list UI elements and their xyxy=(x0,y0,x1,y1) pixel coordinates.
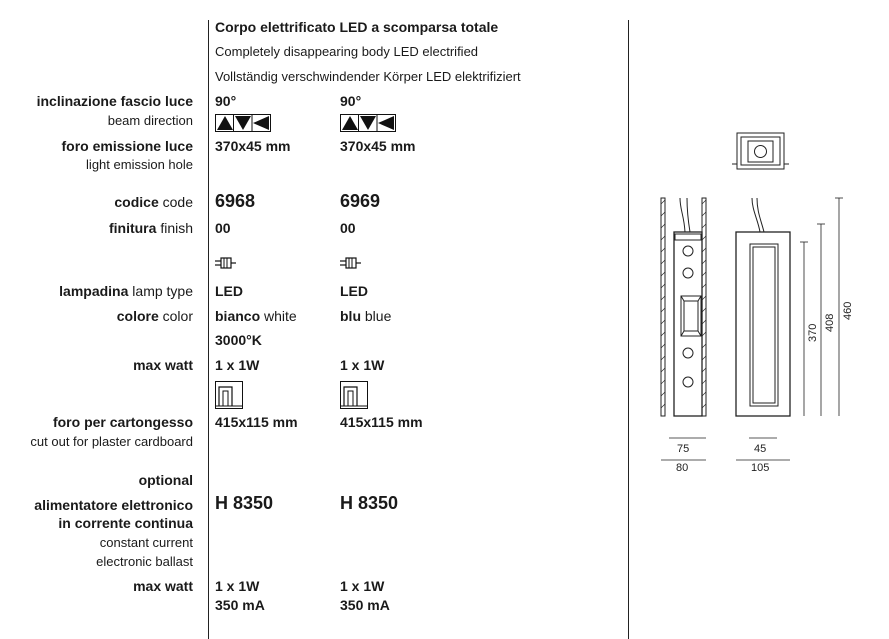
color-value-1 xyxy=(215,308,297,324)
dim-370: 370 xyxy=(807,323,819,342)
label-color xyxy=(117,308,193,324)
label-beam-it: inclinazione fascio luce xyxy=(36,93,193,109)
label-ballast-en-1: constant current xyxy=(99,535,193,550)
finish-value-2: 00 xyxy=(340,220,356,236)
top-view xyxy=(732,133,789,169)
lamp-connector-icon xyxy=(215,256,237,270)
label-beam-en: beam direction xyxy=(107,113,193,128)
beam-direction-icon xyxy=(340,114,396,132)
title-italian: Corpo elettrificato LED a scomparsa totale xyxy=(215,19,499,35)
label-lamp-en: lamp type xyxy=(132,283,193,299)
lamp-value-2: LED xyxy=(340,283,368,299)
code-value-1: 6968 xyxy=(215,191,256,211)
label-cutout-it: foro per cartongesso xyxy=(52,414,193,430)
label-optional: optional xyxy=(138,472,193,488)
ballast-current-value-2: 350 mA xyxy=(340,597,390,613)
dim-408: 408 xyxy=(824,313,836,332)
plaster-cutout-icon xyxy=(215,381,243,409)
label-code-en: code xyxy=(162,194,193,210)
ballast-value-1: H 8350 xyxy=(215,493,274,513)
finish-value-1: 00 xyxy=(215,220,231,236)
separator-left xyxy=(208,20,209,639)
technical-drawing xyxy=(640,120,880,480)
side-view xyxy=(661,198,706,416)
beam-direction-icon xyxy=(215,114,271,132)
label-color-it: colore xyxy=(116,308,159,324)
label-ballast-maxwatt: max watt xyxy=(133,578,193,594)
color-it-1: bianco xyxy=(215,308,261,324)
separator-right xyxy=(628,20,629,639)
plaster-cutout-icon xyxy=(340,381,368,409)
cutout-value-1: 415x115 mm xyxy=(215,414,298,430)
label-finish-en: finish xyxy=(160,220,193,236)
ballast-watt-value-1: 1 x 1W xyxy=(215,578,260,594)
watt-value-2: 1 x 1W xyxy=(340,357,385,373)
beam-value-2: 90° xyxy=(340,93,362,109)
watt-value-1: 1 x 1W xyxy=(215,357,260,373)
dim-80: 80 xyxy=(676,462,689,474)
emission-value-1: 370x45 mm xyxy=(215,138,291,154)
temperature-value-1: 3000°K xyxy=(215,332,262,348)
front-view xyxy=(736,198,790,416)
label-lamp-it: lampadina xyxy=(59,283,129,299)
label-color-en: color xyxy=(162,308,193,324)
emission-value-2: 370x45 mm xyxy=(340,138,416,154)
color-it-2: blu xyxy=(340,308,361,324)
dim-45: 45 xyxy=(754,443,767,455)
vertical-dimensions xyxy=(800,198,843,416)
lamp-connector-icon xyxy=(340,256,362,270)
color-en-1: white xyxy=(264,308,297,324)
label-code-it: codice xyxy=(114,194,159,210)
label-ballast-en-2: electronic ballast xyxy=(96,554,193,569)
label-finish-it: finitura xyxy=(108,220,157,236)
label-emission-en: light emission hole xyxy=(86,157,193,172)
ballast-watt-value-2: 1 x 1W xyxy=(340,578,385,594)
label-code xyxy=(114,194,193,210)
label-ballast-it-1: alimentatore elettronico xyxy=(34,497,193,513)
color-en-2: blue xyxy=(364,308,392,324)
dim-105: 105 xyxy=(751,462,770,474)
color-value-2 xyxy=(340,308,391,324)
label-finish xyxy=(109,220,193,236)
label-maxwatt: max watt xyxy=(133,357,193,373)
title-english: Completely disappearing body LED electrified xyxy=(215,44,479,59)
code-value-2: 6969 xyxy=(340,191,381,211)
beam-value-1: 90° xyxy=(215,93,237,109)
cutout-value-2: 415x115 mm xyxy=(340,414,423,430)
label-lamp xyxy=(59,283,193,299)
ballast-current-value-1: 350 mA xyxy=(215,597,265,613)
label-emission-it: foro emissione luce xyxy=(61,138,193,154)
dim-75: 75 xyxy=(677,443,690,455)
label-cutout-en: cut out for plaster cardboard xyxy=(30,434,193,449)
label-ballast-it-2: in corrente continua xyxy=(58,515,193,531)
lamp-value-1: LED xyxy=(215,283,243,299)
ballast-value-2: H 8350 xyxy=(340,493,399,513)
dim-460: 460 xyxy=(842,301,854,320)
title-german: Vollständig verschwindender Körper LED elektrifiziert xyxy=(215,69,521,84)
